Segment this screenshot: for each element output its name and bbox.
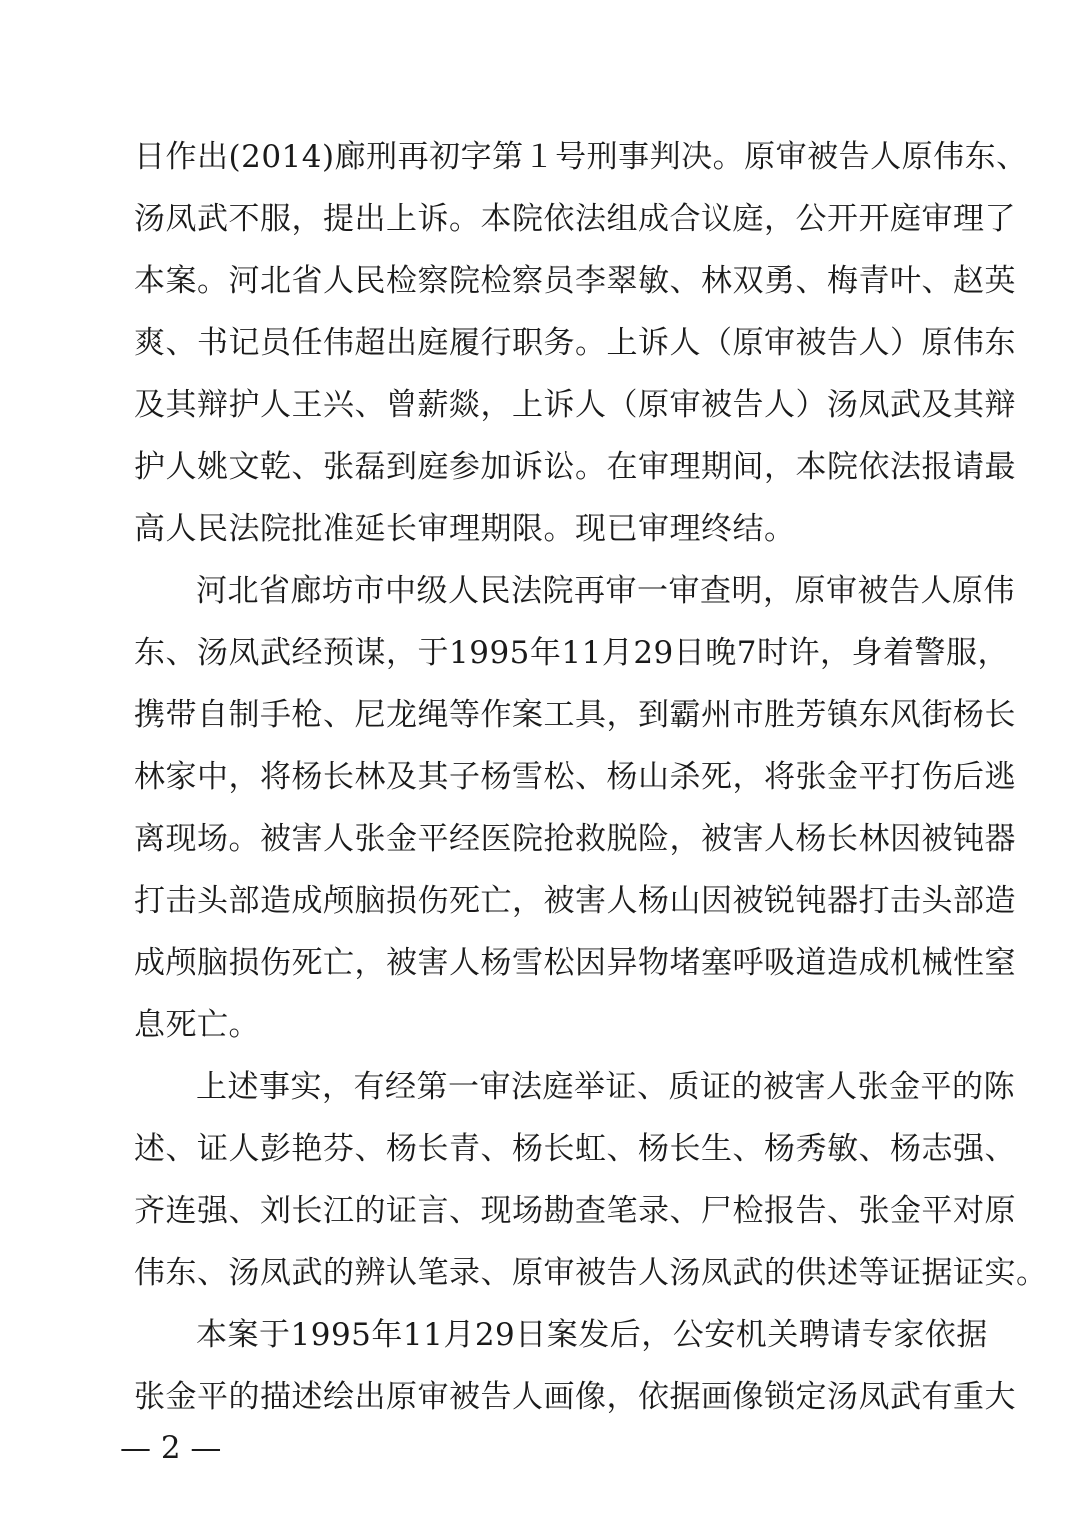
paragraph-1-line-2: 汤凤武不服，提出上诉。本院依法组成合议庭，公开开庭审理了 <box>134 201 1016 237</box>
paragraph-2-line-8: 息死亡。 <box>134 1007 260 1043</box>
paragraph-4-line-1: 本案于1995年11月29日案发后，公安机关聘请专家依据 <box>196 1317 988 1353</box>
paragraph-2-line-1: 河北省廊坊市中级人民法院再审一审查明，原审被告人原伟 <box>196 573 1015 609</box>
paragraph-1-line-6: 护人姚文乾、张磊到庭参加诉讼。在审理期间，本院依法报请最 <box>134 449 1016 485</box>
paragraph-1-line-4: 爽、书记员任伟超出庭履行职务。上诉人（原审被告人）原伟东 <box>134 325 1016 361</box>
paragraph-3-line-3: 齐连强、刘长江的证言、现场勘查笔录、尸检报告、张金平对原 <box>134 1193 1016 1229</box>
paragraph-3-line-4: 伟东、汤凤武的辨认笔录、原审被告人汤凤武的供述等证据证实。 <box>134 1255 1048 1291</box>
paragraph-2-line-5: 离现场。被害人张金平经医院抢救脱险，被害人杨长林因被钝器 <box>134 821 1016 857</box>
paragraph-3-line-2: 述、证人彭艳芬、杨长青、杨长虹、杨长生、杨秀敏、杨志强、 <box>134 1131 1016 1167</box>
paragraph-1-line-5: 及其辩护人王兴、曾薪燚，上诉人（原审被告人）汤凤武及其辩 <box>134 387 1016 423</box>
paragraph-2-line-4: 林家中，将杨长林及其子杨雪松、杨山杀死，将张金平打伤后逃 <box>134 759 1016 795</box>
paragraph-2-line-2: 东、汤凤武经预谋，于1995年11月29日晚7时许，身着警服， <box>134 635 1010 671</box>
page-number: — 2 — <box>120 1430 222 1466</box>
document-body <box>134 126 1048 1428</box>
paragraph-1-line-3: 本案。河北省人民检察院检察员李翠敏、林双勇、梅青叶、赵英 <box>134 263 1016 299</box>
paragraph-4-line-2: 张金平的描述绘出原审被告人画像，依据画像锁定汤凤武有重大 <box>134 1379 1016 1415</box>
paragraph-1-line-1: 日作出(2014)廊刑再初字第１号刑事判决。原审被告人原伟东、 <box>134 139 1028 175</box>
paragraph-1-line-7: 高人民法院批准延长审理期限。现已审理终结。 <box>134 511 796 547</box>
paragraph-3-line-1: 上述事实，有经第一审法庭举证、质证的被害人张金平的陈 <box>196 1069 1015 1105</box>
paragraph-2-line-6: 打击头部造成颅脑损伤死亡，被害人杨山因被锐钝器打击头部造 <box>134 883 1016 919</box>
paragraph-2-line-3: 携带自制手枪、尼龙绳等作案工具，到霸州市胜芳镇东风街杨长 <box>134 697 1016 733</box>
paragraph-2-line-7: 成颅脑损伤死亡，被害人杨雪松因异物堵塞呼吸道造成机械性窒 <box>134 945 1016 981</box>
